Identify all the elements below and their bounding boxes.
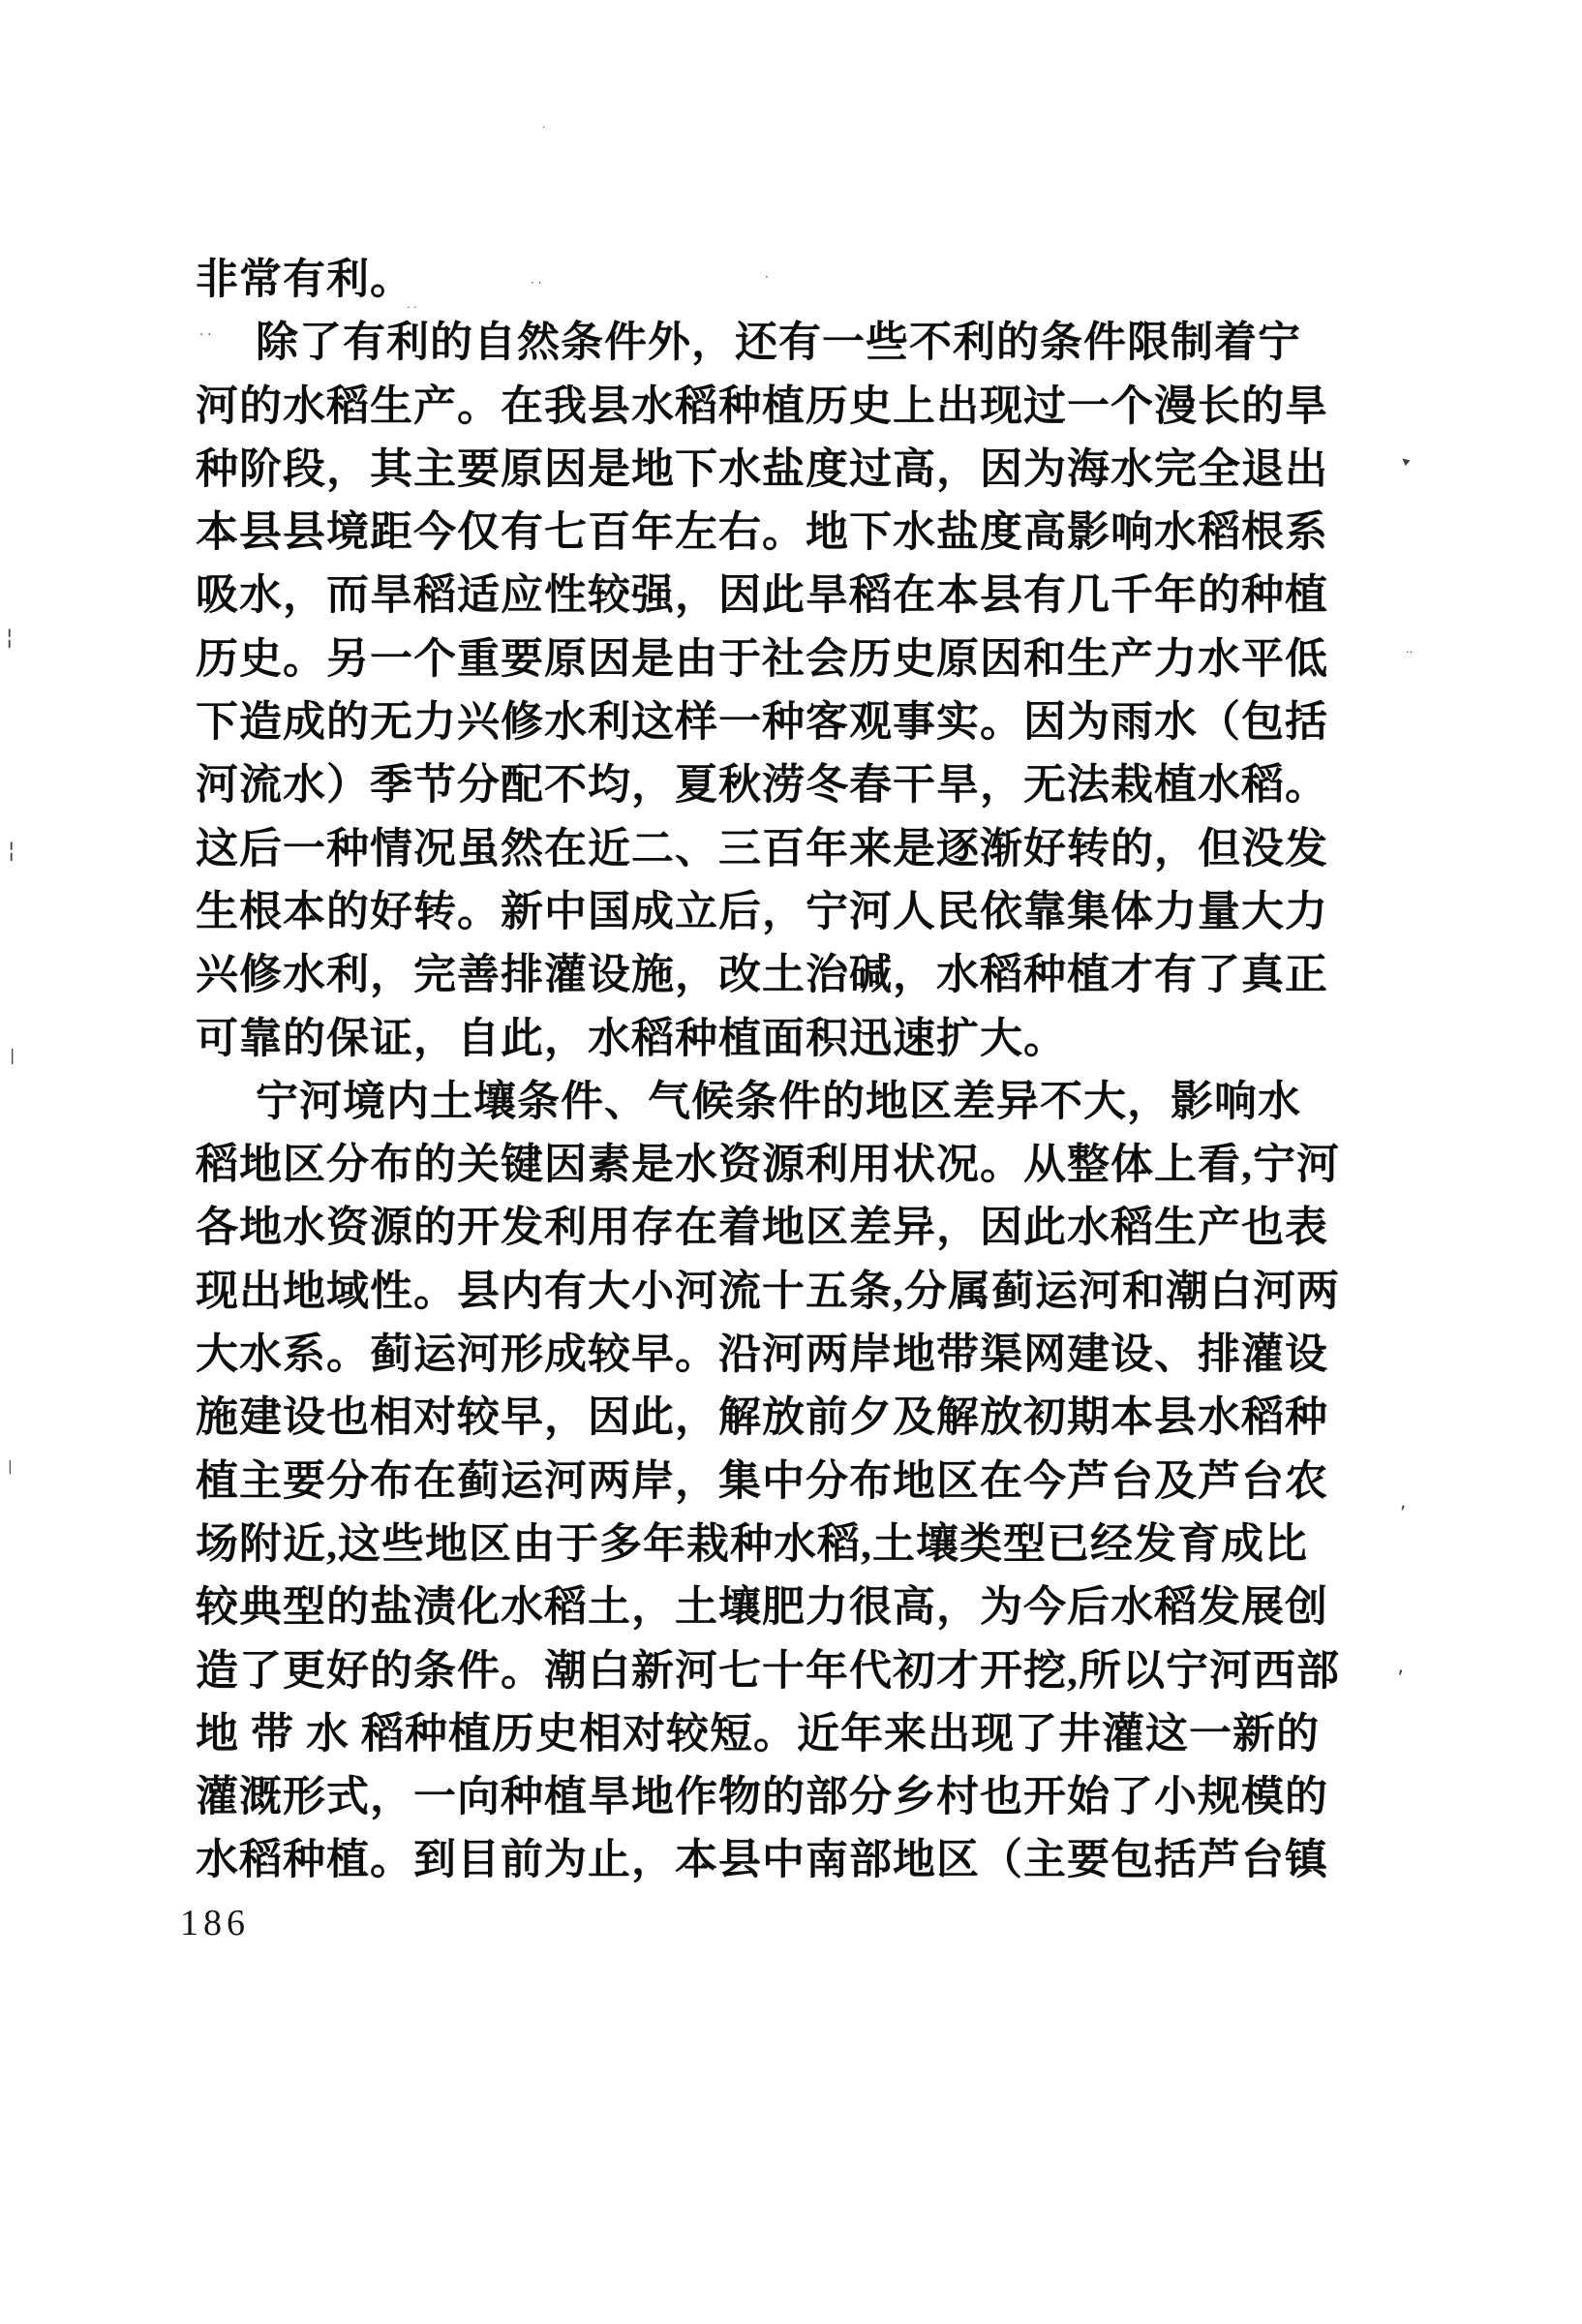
text-line: 非常有利。 — [196, 256, 413, 303]
text-line: 稻地区分布的关键因素是水资源利用状况。从整体上看,宁河 — [196, 1141, 1340, 1189]
scan-artifact-dash: | — [10, 1046, 15, 1064]
text-line: 植主要分布在蓟运河两岸，集中分布地区在今芦台及芦台农 — [196, 1456, 1328, 1505]
scan-artifact-tick: ’ — [1397, 1667, 1404, 1692]
text-line: 河的水稻生产。在我县水稻种植历史上出现过一个漫长的旱 — [196, 382, 1328, 430]
text-line: 下造成的无力兴修水利这样一种客观事实。因为雨水（包括 — [196, 698, 1328, 747]
scan-artifact-dash: | — [8, 1459, 13, 1475]
text-line: 种阶段，其主要原因是地下水盐度过高，因为海水完全退出 — [196, 444, 1328, 493]
scan-artifact-dots: ·· — [1406, 646, 1413, 658]
text-line: 各地水资源的开发利用存在着地区差异，因此水稻生产也表 — [196, 1204, 1328, 1252]
scan-artifact-dot: · — [542, 121, 546, 134]
scan-artifact-dot: · — [765, 270, 769, 284]
text-line: 本县县境距今仅有七百年左右。地下水盐度高影响水稻根系 — [196, 508, 1328, 557]
text-line: 宁河境内土壤条件、气候条件的地区差异不大，影响水 — [256, 1077, 1301, 1125]
text-line: 生根本的好转。新中国成立后，宁河人民依靠集体力量大力 — [196, 887, 1328, 935]
text-line: 较典型的盐渍化水稻土，土壤肥力很高，为今后水稻发展创 — [196, 1583, 1328, 1632]
scan-artifact-dots: · · — [199, 328, 212, 343]
scan-artifact-dash: ¦ — [8, 839, 15, 863]
text-line: 河流水）季节分配不均，夏秋涝冬春干旱，无法栽植水稻。 — [196, 761, 1328, 810]
scan-artifact-arrow: ▴ — [1395, 451, 1414, 469]
text-line: 可靠的保证，自此，水稻种植面积迅速扩大。 — [196, 1014, 1067, 1062]
text-block — [196, 248, 1343, 1892]
text-line: 大水系。蓟运河形成较早。沿河两岸地带渠网建设、排灌设 — [196, 1330, 1328, 1379]
text-line: 灌溉形式，一向种植旱地作物的部分乡村也开始了小规模的 — [196, 1773, 1328, 1821]
text-line: 吸水，而旱稻适应性较强，因此旱稻在本县有几千年的种植 — [196, 571, 1328, 620]
text-line: 这后一种情况虽然在近二、三百年来是逐渐好转的，但没发 — [196, 824, 1328, 872]
scan-artifact-dash: ¦ — [6, 626, 14, 650]
text-line: 地 带 水 稻种植历史相对较短。近年来出现了井灌这一新的 — [196, 1709, 1320, 1758]
text-line: 水稻种植。到目前为止，本县中南部地区（主要包括芦台镇 — [196, 1836, 1328, 1884]
scan-artifact-dots: · · — [407, 301, 417, 314]
text-line: 现出地域性。县内有大小河流十五条,分属蓟运河和潮白河两 — [196, 1267, 1340, 1315]
text-line: 场附近,这些地区由于多年栽种水稻,土壤类型已经发育成比 — [196, 1519, 1308, 1568]
text-line: 兴修水利，完善排灌设施，改土治碱，水稻种植才有了真正 — [196, 951, 1328, 999]
text-line: 除了有利的自然条件外，还有一些不利的条件限制着宁 — [256, 319, 1301, 367]
text-line: 施建设也相对较早，因此，解放前夕及解放初期本县水稻种 — [196, 1393, 1328, 1442]
scan-artifact-tick: , — [1400, 1489, 1407, 1513]
page-number: 186 — [180, 1903, 250, 1943]
scan-artifact-dots: · · — [531, 276, 542, 290]
text-line: 历史。另一个重要原因是由于社会历史原因和生产力水平低 — [196, 634, 1328, 683]
text-line: 造了更好的条件。潮白新河七十年代初才开挖,所以宁河西部 — [196, 1646, 1340, 1695]
